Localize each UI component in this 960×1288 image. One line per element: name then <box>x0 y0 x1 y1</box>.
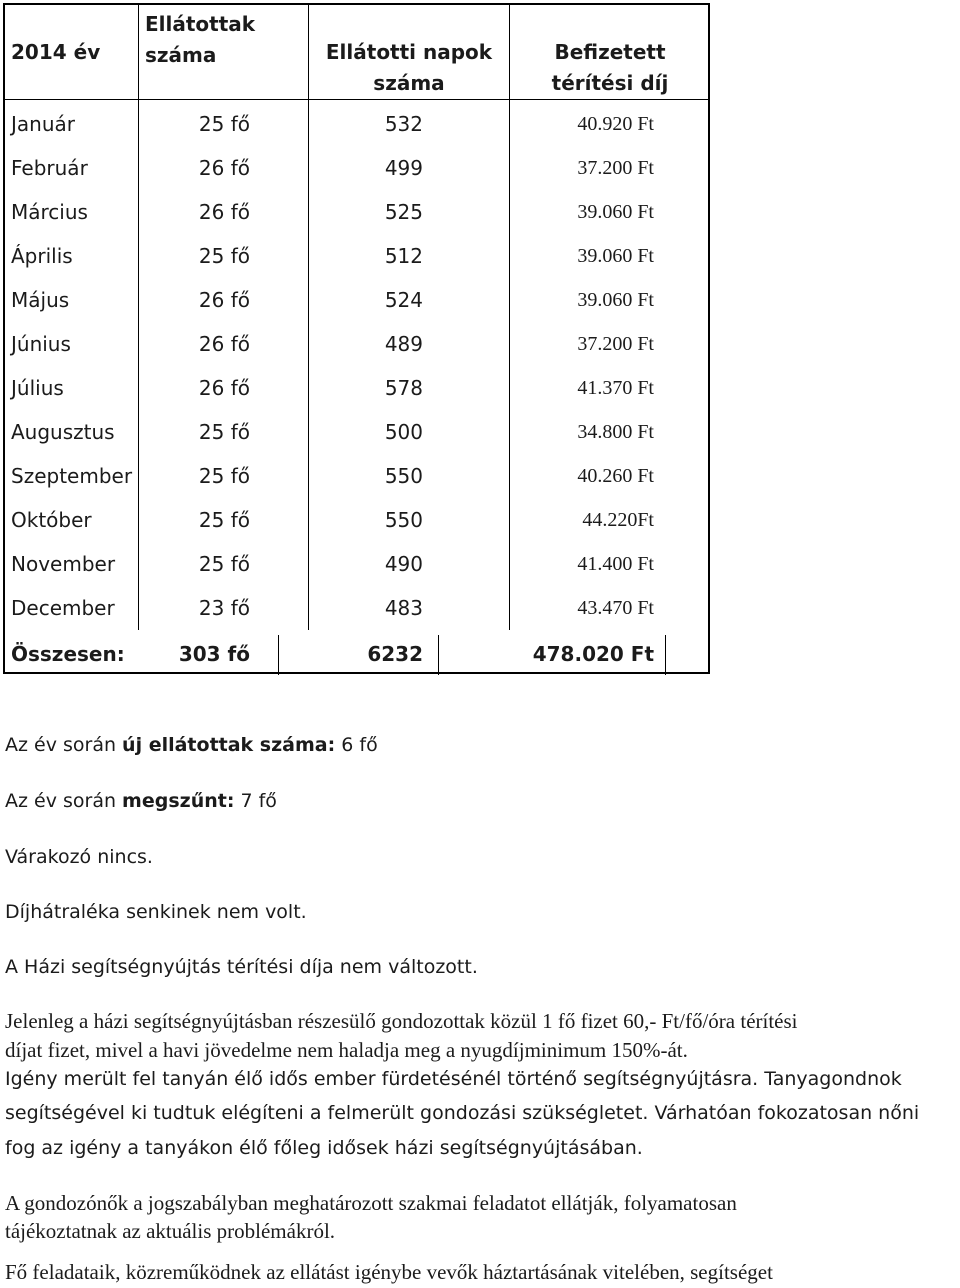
month-cell: Február <box>11 156 88 180</box>
header-divider <box>5 99 708 100</box>
header-clients: Ellátottak száma <box>145 12 256 67</box>
ceased-prefix: Az év során <box>5 790 123 812</box>
paragraph-3-line-2: tájékoztatnak az aktuális problémákról. <box>5 1219 336 1243</box>
fee-cell: 44.220Ft <box>582 509 654 531</box>
new-clients-prefix: Az év során <box>5 734 123 756</box>
total-days: 6232 <box>367 642 423 666</box>
fee-cell: 37.200 Ft <box>577 157 654 179</box>
table-row <box>5 322 708 366</box>
arrears-line: Díjhátraléka senkinek nem volt. <box>5 901 307 923</box>
days-cell: 500 <box>384 420 423 444</box>
paragraph-2-line-2: segítségével ki tudtuk elégíteni a felmerült gondozási szükségletet. Várhatóan fokozatosan nőni <box>5 1102 920 1124</box>
days-cell: 483 <box>384 596 423 620</box>
paragraph-1-line-1: Jelenleg a házi segítségnyújtásban részesülő gondozottak közül 1 fő fizet 60,- Ft/fő/óra térítési <box>5 1009 798 1033</box>
fee-cell: 43.470 Ft <box>577 597 654 619</box>
fee-cell: 40.260 Ft <box>577 465 654 487</box>
month-cell: Május <box>11 288 70 312</box>
table-row <box>5 454 708 498</box>
clients-cell: 26 fő <box>198 156 250 180</box>
days-cell: 524 <box>384 288 423 312</box>
table-row <box>5 234 708 278</box>
days-cell: 578 <box>384 376 423 400</box>
fee-cell: 39.060 Ft <box>577 201 654 223</box>
waiting-line: Várakozó nincs. <box>5 846 153 868</box>
paragraph-2-line-1: Igény merült fel tanyán élő idős ember fürdetésénél történő segítségnyújtásra. Tanyagondnok <box>5 1068 902 1090</box>
days-cell: 550 <box>384 508 423 532</box>
clients-cell: 23 fő <box>198 596 250 620</box>
paragraph-3-line-1: A gondozónők a jogszabályban meghatározott szakmai feladatot ellátják, folyamatosan <box>5 1191 737 1215</box>
month-cell: November <box>11 552 116 576</box>
table-header <box>5 5 708 102</box>
ceased-bold: megszűnt: <box>122 790 235 812</box>
month-cell: Augusztus <box>11 420 115 444</box>
column-divider <box>509 5 510 100</box>
table-row <box>5 190 708 234</box>
fee-cell: 40.920 Ft <box>577 113 654 135</box>
month-cell: Június <box>11 332 71 356</box>
monthly-report-table <box>3 3 710 674</box>
month-cell: Január <box>11 112 75 136</box>
table-row <box>5 366 708 410</box>
total-clients: 303 fő <box>178 642 250 666</box>
fee-cell: 41.400 Ft <box>577 553 654 575</box>
column-divider <box>308 5 309 100</box>
header-days: Ellátotti napok száma <box>325 40 493 95</box>
clients-cell: 26 fő <box>198 332 250 356</box>
table-row <box>5 498 708 542</box>
month-cell: Július <box>11 376 64 400</box>
clients-cell: 26 fő <box>198 288 250 312</box>
table-row <box>5 102 708 146</box>
month-cell: Szeptember <box>11 464 133 488</box>
header-fee: Befizetett térítési díj <box>551 40 669 95</box>
month-cell: Április <box>11 244 73 268</box>
table-row <box>5 410 708 454</box>
fee-unchanged-line: A Házi segítségnyújtás térítési díja nem változott. <box>5 956 478 978</box>
days-cell: 550 <box>384 464 423 488</box>
ceased-line <box>5 790 277 812</box>
paragraph-4-line-1: Fő feladataik, közreműködnek az ellátást igénybe vevők háztartásának vitelében, segítséget <box>5 1260 773 1284</box>
clients-cell: 25 fő <box>198 244 250 268</box>
fee-cell: 41.370 Ft <box>577 377 654 399</box>
days-cell: 525 <box>384 200 423 224</box>
days-cell: 490 <box>384 552 423 576</box>
fee-cell: 34.800 Ft <box>577 421 654 443</box>
days-cell: 499 <box>384 156 423 180</box>
ceased-value: 7 fő <box>234 790 277 812</box>
table-row <box>5 146 708 190</box>
clients-cell: 26 fő <box>198 376 250 400</box>
month-cell: December <box>11 596 115 620</box>
header-year: 2014 év <box>11 40 101 64</box>
table-row <box>5 542 708 586</box>
total-row <box>5 632 708 676</box>
total-fee: 478.020 Ft <box>532 642 654 666</box>
new-clients-value: 6 fő <box>335 734 378 756</box>
paragraph-1-line-2: díjat fizet, mivel a havi jövedelme nem haladja meg a nyugdíjminimum 150%-át. <box>5 1038 688 1062</box>
clients-cell: 25 fő <box>198 508 250 532</box>
clients-cell: 25 fő <box>198 552 250 576</box>
paragraph-2-line-3: fog az igény a tanyákon élő főleg idősek házi segítségnyújtásában. <box>5 1137 643 1159</box>
month-cell: Március <box>11 200 88 224</box>
clients-cell: 26 fő <box>198 200 250 224</box>
days-cell: 532 <box>384 112 423 136</box>
days-cell: 489 <box>384 332 423 356</box>
total-label: Összesen: <box>11 642 125 666</box>
fee-cell: 39.060 Ft <box>577 289 654 311</box>
table-row <box>5 586 708 630</box>
days-cell: 512 <box>384 244 423 268</box>
fee-cell: 39.060 Ft <box>577 245 654 267</box>
column-divider <box>138 5 139 100</box>
month-cell: Október <box>11 508 92 532</box>
clients-cell: 25 fő <box>198 464 250 488</box>
new-clients-bold: új ellátottak száma: <box>122 734 336 756</box>
clients-cell: 25 fő <box>198 112 250 136</box>
table-row <box>5 278 708 322</box>
new-clients-line <box>5 734 378 756</box>
clients-cell: 25 fő <box>198 420 250 444</box>
fee-cell: 37.200 Ft <box>577 333 654 355</box>
